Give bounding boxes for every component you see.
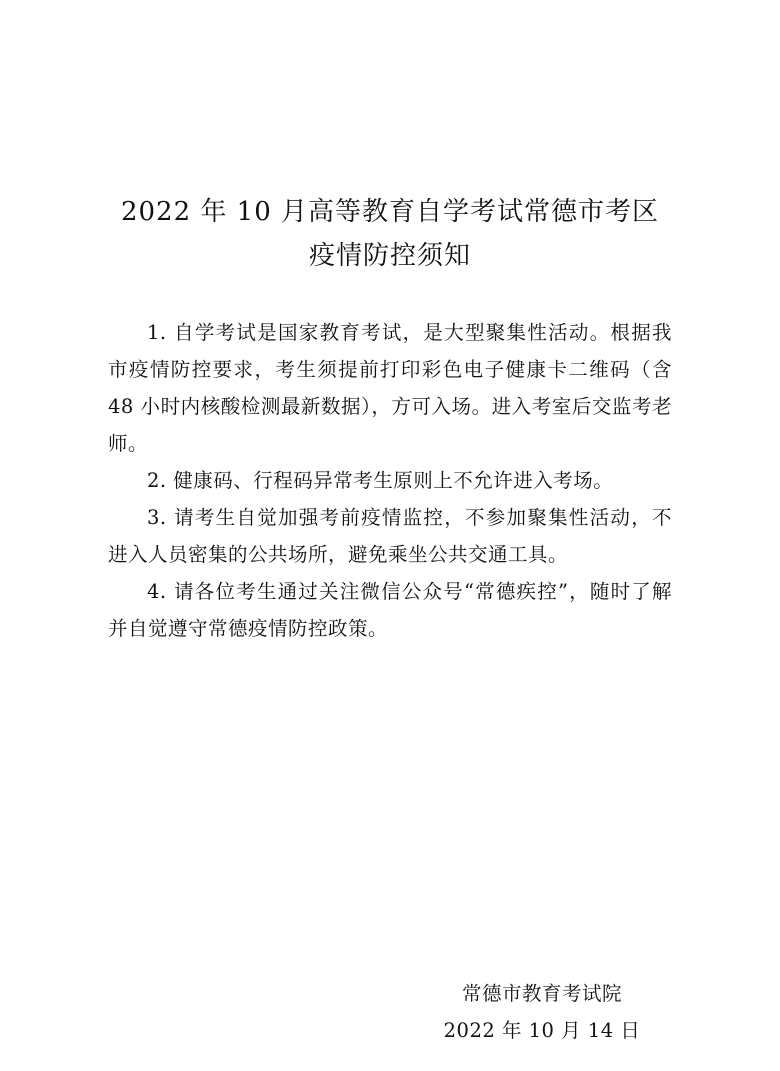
signature-organization: 常德市教育考试院 (461, 982, 622, 1005)
signature-date: 2022 年 10 月 14 日 (443, 1019, 641, 1042)
page-title (108, 190, 672, 278)
paragraph-1: 1. 自学考试是国家教育考试，是大型聚集性活动。根据我市疫情防控要求，考生须提前打印彩色电子健康卡二维码（含 48 小时内核酸检测最新数据），方可入场。进入考室后交监考老师。 (108, 321, 672, 455)
paragraph-2: 2. 健康码、行程码异常考生原则上不允许进入考场。 (147, 469, 614, 492)
signature-block (412, 975, 672, 1049)
document-page (0, 190, 780, 1071)
document-body (108, 314, 672, 647)
paragraph-4: 4. 请各位考生通过关注微信公众号“常德疾控”，随时了解并自觉遵守常德疫情防控政策。 (108, 580, 672, 640)
page-title-line-2: 疫情防控须知 (308, 241, 471, 271)
page-title-line-1: 2022 年 10 月高等教育自学考试常德市考区 (120, 197, 660, 227)
paragraph-3: 3. 请考生自觉加强考前疫情监控，不参加聚集性活动，不进入人员密集的公共场所，避免乘坐公共交通工具。 (108, 506, 672, 566)
